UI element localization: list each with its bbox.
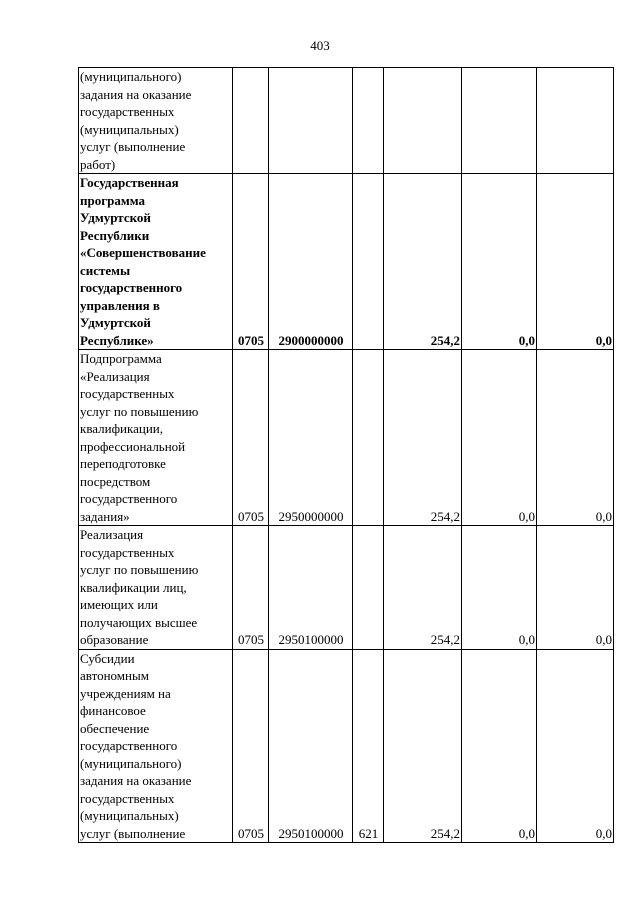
section-code-cell: 0705 — [233, 649, 269, 843]
target-article-cell: 2900000000 — [269, 174, 353, 350]
target-article-cell — [269, 68, 353, 174]
row-name-cell: Реализация государственных услуг по повышению квалификации лиц, имеющих или получающих высшее образование — [79, 526, 233, 650]
amount-year3-cell: 0,0 — [537, 649, 614, 843]
amount-year2-cell: 0,0 — [462, 350, 537, 526]
table-row — [79, 649, 614, 843]
target-article-cell: 2950000000 — [269, 350, 353, 526]
table-row — [79, 68, 614, 174]
amount-year3-cell: 0,0 — [537, 350, 614, 526]
table-row — [79, 174, 614, 350]
row-name-cell: Субсидии автономным учреждениям на финансовое обеспечение государственного (муниципального) задания на оказание государственных (муниципальных) услуг (выполнение — [79, 649, 233, 843]
section-code-cell — [233, 68, 269, 174]
expense-type-cell — [353, 68, 384, 174]
expense-type-cell — [353, 174, 384, 350]
expense-type-cell — [353, 526, 384, 650]
amount-year3-cell — [537, 68, 614, 174]
amount-year2-cell: 0,0 — [462, 649, 537, 843]
row-name-cell: (муниципального) задания на оказание государственных (муниципальных) услуг (выполнение работ) — [79, 68, 233, 174]
expense-type-cell: 621 — [353, 649, 384, 843]
table-body — [79, 68, 614, 843]
section-code-cell: 0705 — [233, 350, 269, 526]
amount-year2-cell — [462, 68, 537, 174]
amount-year2-cell: 0,0 — [462, 526, 537, 650]
expense-type-cell — [353, 350, 384, 526]
row-name-cell: Подпрограмма «Реализация государственных услуг по повышению квалификации, профессиональной переподготовке посредством государственного задания» — [79, 350, 233, 526]
section-code-cell: 0705 — [233, 526, 269, 650]
amount-year1-cell — [384, 68, 462, 174]
table-row — [79, 350, 614, 526]
amount-year1-cell: 254,2 — [384, 649, 462, 843]
section-code-cell: 0705 — [233, 174, 269, 350]
budget-table — [78, 67, 614, 843]
page-number: 403 — [310, 38, 330, 53]
amount-year1-cell: 254,2 — [384, 350, 462, 526]
row-name-cell: Государственная программа Удмуртской Республики «Совершенствование системы государственного управления в Удмуртской Республике» — [79, 174, 233, 350]
amount-year2-cell: 0,0 — [462, 174, 537, 350]
amount-year3-cell: 0,0 — [537, 526, 614, 650]
target-article-cell: 2950100000 — [269, 649, 353, 843]
amount-year3-cell: 0,0 — [537, 174, 614, 350]
table-row — [79, 526, 614, 650]
amount-year1-cell: 254,2 — [384, 174, 462, 350]
target-article-cell: 2950100000 — [269, 526, 353, 650]
amount-year1-cell: 254,2 — [384, 526, 462, 650]
